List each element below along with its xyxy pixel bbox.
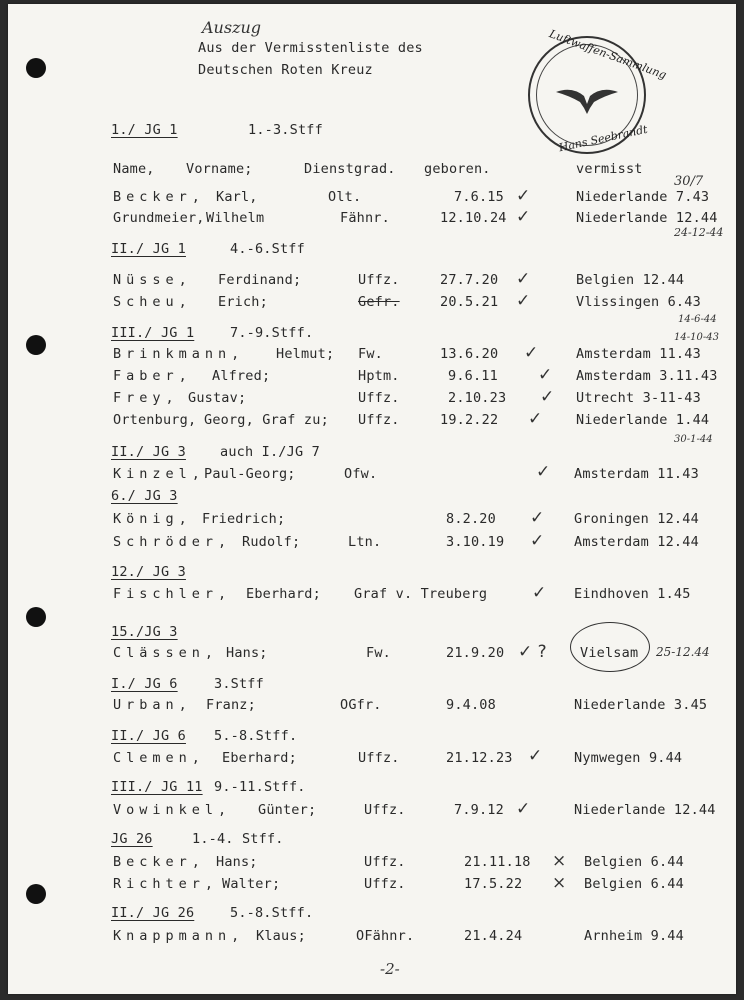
check-mark: ✓ <box>516 291 531 311</box>
entry-vorname: Helmut; <box>276 346 335 362</box>
col-geboren: geboren. <box>424 161 491 177</box>
entry-born: 9.6.11 <box>448 368 498 384</box>
check-mark: ✓ <box>528 746 543 766</box>
entry-vorname: Ferdinand; <box>218 272 302 288</box>
entry-rank: Uffz. <box>364 854 406 870</box>
unit-heading: JG 26 <box>111 831 153 847</box>
col-vorname: Vorname; <box>186 161 253 177</box>
cross-mark: × <box>552 851 567 871</box>
entry-born: 20.5.21 <box>440 294 499 310</box>
check-mark: ✓ ? <box>518 642 547 662</box>
entry-name: Schröder, <box>113 534 232 550</box>
entry-missing: Amsterdam 3.11.43 <box>576 368 718 384</box>
unit-staffeln: 9.-11.Stff. <box>214 779 306 795</box>
punch-hole <box>26 884 46 904</box>
handwritten-note: 14-6-44 <box>678 314 717 325</box>
check-mark: ✓ <box>516 269 531 289</box>
check-mark: ✓ <box>528 409 543 429</box>
check-mark: ✓ <box>536 462 551 482</box>
entry-missing: Amsterdam 11.43 <box>574 466 699 482</box>
entry-name: Faber, <box>113 368 192 384</box>
handwritten-note: 25-12.44 <box>656 645 710 659</box>
entry-vorname: Eberhard; <box>222 750 297 766</box>
entry-rank: Olt. <box>328 189 362 205</box>
entry-missing: Amsterdam 11.43 <box>576 346 701 362</box>
entry-name: Vowinkel, <box>113 802 232 818</box>
col-dienstgrad: Dienstgrad. <box>304 161 396 177</box>
entry-name: Kinzel, <box>113 466 205 482</box>
entry-vorname: Friedrich; <box>202 511 286 527</box>
unit-heading: 12./ JG 3 <box>111 564 186 580</box>
entry-born: 21.9.20 <box>446 645 505 661</box>
entry-missing: Niederlande 3.45 <box>574 697 708 713</box>
unit-staffeln: 5.-8.Stff. <box>230 905 314 921</box>
entry-name: Richter, <box>113 876 219 892</box>
entry-born: 7.9.12 <box>454 802 504 818</box>
header-line-2: Deutschen Roten Kreuz <box>198 62 373 78</box>
entry-name: Grundmeier, <box>113 210 205 226</box>
entry-rank: Uffz. <box>358 272 400 288</box>
entry-missing: Nymwegen 9.44 <box>574 750 683 766</box>
entry-vorname: Georg, Graf zu; <box>204 412 329 428</box>
entry-vorname: Paul-Georg; <box>204 466 296 482</box>
entry-born: 9.4.08 <box>446 697 496 713</box>
unit-heading: II./ JG 1 <box>111 241 186 257</box>
entry-missing: Belgien 6.44 <box>584 854 684 870</box>
entry-vorname: Klaus; <box>256 928 306 944</box>
eagle-icon <box>554 82 620 116</box>
collection-stamp <box>528 27 669 155</box>
entry-missing: Niederlande 12.44 <box>576 210 718 226</box>
entry-rank: Graf v. Treuberg <box>354 586 488 602</box>
entry-missing: Eindhoven 1.45 <box>574 586 691 602</box>
entry-name: Becker, <box>113 854 205 870</box>
entry-name: Becker, <box>113 189 205 205</box>
entry-rank: Fähnr. <box>340 210 390 226</box>
check-mark: ✓ <box>532 583 547 603</box>
handwritten-note: 30/7 <box>674 174 704 189</box>
col-vermisst: vermisst <box>576 161 643 177</box>
col-name: Name, <box>113 161 155 177</box>
entry-rank: Fw. <box>366 645 391 661</box>
check-mark: ✓ <box>516 207 531 227</box>
unit-staffeln: 7.-9.Stff. <box>230 325 314 341</box>
entry-missing: Niederlande 7.43 <box>576 189 710 205</box>
entry-born: 27.7.20 <box>440 272 499 288</box>
check-mark: ✓ <box>530 531 545 551</box>
unit-heading: III./ JG 11 <box>111 779 203 795</box>
entry-vorname: Günter; <box>258 802 317 818</box>
entry-born: 17.5.22 <box>464 876 523 892</box>
entry-born: 8.2.20 <box>446 511 496 527</box>
unit-heading: II./ JG 3 <box>111 444 186 460</box>
check-mark: ✓ <box>516 799 531 819</box>
entry-born: 21.12.23 <box>446 750 513 766</box>
entry-vorname: Alfred; <box>212 368 271 384</box>
punch-hole <box>26 607 46 627</box>
unit-heading: 1./ JG 1 <box>111 122 178 138</box>
check-mark: ✓ <box>530 508 545 528</box>
punch-hole <box>26 335 46 355</box>
entry-rank: Uffz. <box>358 750 400 766</box>
entry-born: 19.2.22 <box>440 412 499 428</box>
entry-vorname: Hans; <box>226 645 268 661</box>
unit-staffeln: 5.-8.Stff. <box>214 728 298 744</box>
entry-name: Fischler, <box>113 586 232 602</box>
entry-vorname: Rudolf; <box>242 534 301 550</box>
entry-rank: Uffz. <box>358 390 400 406</box>
header-line-1: Aus der Vermisstenliste des <box>198 40 423 56</box>
entry-vorname: Eberhard; <box>246 586 321 602</box>
entry-name: König, <box>113 511 192 527</box>
check-mark: ✓ <box>524 343 539 363</box>
entry-missing: Belgien 6.44 <box>584 876 684 892</box>
entry-name: Clässen, <box>113 645 219 661</box>
entry-missing: Vielsam <box>580 645 639 661</box>
cross-mark: × <box>552 873 567 893</box>
entry-rank: Hptm. <box>358 368 400 384</box>
check-mark: ✓ <box>516 186 531 206</box>
entry-missing: Amsterdam 12.44 <box>574 534 699 550</box>
entry-rank: Ltn. <box>348 534 382 550</box>
entry-born: 12.10.24 <box>440 210 507 226</box>
unit-heading: I./ JG 6 <box>111 676 178 692</box>
entry-vorname: Walter; <box>222 876 281 892</box>
entry-missing: Arnheim 9.44 <box>584 928 684 944</box>
entry-rank: Fw. <box>358 346 383 362</box>
entry-born: 3.10.19 <box>446 534 505 550</box>
entry-name: Urban, <box>113 697 192 713</box>
entry-name: Frey, <box>113 390 179 406</box>
entry-rank: OFähnr. <box>356 928 415 944</box>
stamp-top-text: Luftwaffen-Sammlung <box>547 27 669 82</box>
entry-name: Knappmann, <box>113 928 245 944</box>
entry-rank: OGfr. <box>340 697 382 713</box>
unit-staffeln: 3.Stff <box>214 676 264 692</box>
entry-rank: Uffz. <box>364 876 406 892</box>
entry-name: Ortenburg, <box>113 412 197 428</box>
unit-heading: II./ JG 26 <box>111 905 195 921</box>
entry-name: Brinkmann, <box>113 346 245 362</box>
entry-missing: Groningen 12.44 <box>574 511 699 527</box>
entry-missing: Utrecht 3-11-43 <box>576 390 701 406</box>
entry-born: 2.10.23 <box>448 390 507 406</box>
entry-name: Nüsse, <box>113 272 192 288</box>
unit-staffeln: 1.-4. Stff. <box>192 831 284 847</box>
entry-vorname: Franz; <box>206 697 256 713</box>
entry-born: 13.6.20 <box>440 346 499 362</box>
entry-missing: Niederlande 12.44 <box>574 802 716 818</box>
entry-vorname: Wilhelm <box>206 210 265 226</box>
entry-born: 7.6.15 <box>454 189 504 205</box>
document-page <box>8 4 736 994</box>
unit-staffeln: 1.-3.Stff <box>248 122 323 138</box>
entry-born: 21.11.18 <box>464 854 531 870</box>
unit-heading: 15./JG 3 <box>111 624 178 640</box>
entry-rank: Uffz. <box>358 412 400 428</box>
page-number: -2- <box>380 960 400 978</box>
unit-heading: II./ JG 6 <box>111 728 186 744</box>
check-mark: ✓ <box>538 365 553 385</box>
handwritten-note: 24-12-44 <box>674 226 724 239</box>
unit-heading: 6./ JG 3 <box>111 488 178 504</box>
entry-vorname: Hans; <box>216 854 258 870</box>
punch-hole <box>26 58 46 78</box>
entry-rank: Ofw. <box>344 466 378 482</box>
entry-name: Clemen, <box>113 750 205 766</box>
entry-missing: Niederlande 1.44 <box>576 412 710 428</box>
unit-staffeln: 4.-6.Stff <box>230 241 305 257</box>
entry-missing: Belgien 12.44 <box>576 272 685 288</box>
entry-rank: Uffz. <box>364 802 406 818</box>
unit-heading: III./ JG 1 <box>111 325 195 341</box>
entry-vorname: Erich; <box>218 294 268 310</box>
entry-missing: Vlissingen 6.43 <box>576 294 701 310</box>
entry-vorname: Gustav; <box>188 390 247 406</box>
handwritten-note: 30-1-44 <box>674 434 713 445</box>
entry-born: 21.4.24 <box>464 928 523 944</box>
entry-vorname: Karl, <box>216 189 258 205</box>
entry-rank: Gefr. <box>358 294 400 310</box>
handwritten-note: 14-10-43 <box>674 332 719 343</box>
entry-name: Scheu, <box>113 294 192 310</box>
check-mark: ✓ <box>540 387 555 407</box>
stamp-bottom-text: Hans Seebrandt <box>557 122 649 155</box>
handwritten-title: Auszug <box>202 18 262 37</box>
unit-staffeln: auch I./JG 7 <box>220 444 320 460</box>
